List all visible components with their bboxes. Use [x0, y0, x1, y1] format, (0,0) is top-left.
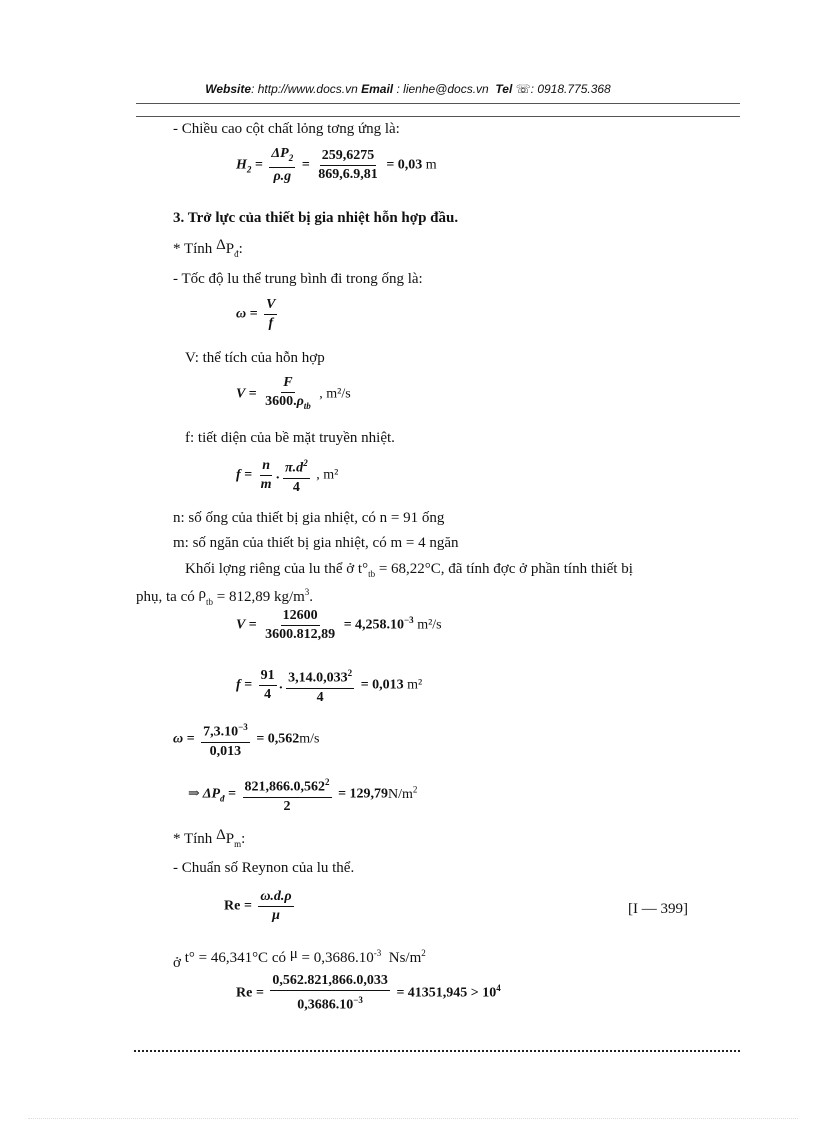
- v-unit: m²/s: [326, 386, 351, 402]
- pd-unit: N/m: [388, 786, 413, 802]
- f-calc-result: 0,013: [372, 677, 404, 693]
- density-text-b: = 68,22°C, đã tính đợc ở phần tính thiết bị: [375, 561, 633, 577]
- calc-delta-pd-label: * Tính $\Delta P_đ$:: [173, 237, 243, 259]
- formula-v: V = $\frac{F}{3600.\rho_{tb}}$ , m²/s: [236, 375, 351, 411]
- v-calc-result: 4,258.10: [355, 617, 405, 633]
- phone-icon: ☏: [515, 82, 531, 96]
- formula-omega-calc: ω = $\frac{7,3.10^{-3}}{0,013}$ = 0,562m/s: [173, 719, 319, 760]
- tinh-m-text: * Tính: [173, 831, 213, 847]
- pd-numerator: 821,866.0,562: [244, 779, 326, 795]
- text-line-height-intro: - Chiều cao cột chất lỏng tơng ứng là:: [173, 121, 400, 137]
- header-rule-top: [136, 103, 740, 104]
- text-line-n-def: n: số ống của thiết bị gia nhiệt, có n = 91 ống: [173, 510, 445, 526]
- pd-result: 129,79: [349, 786, 389, 802]
- email-value[interactable]: : lienhe@docs.vn: [396, 82, 489, 96]
- h2-numerator: 259,6275: [320, 148, 377, 166]
- tel-label: Tel: [495, 82, 513, 96]
- page-header: [0, 82, 816, 96]
- v-calc-unit: m²/s: [417, 617, 442, 633]
- v-const: 3600.: [265, 394, 297, 409]
- formula-f-calc: f = $\frac{91}{4}$ . $\frac{3,14.0,033^2}{4}$ = 0,013 m²: [236, 665, 422, 706]
- text-line-m-def: m: số ngăn của thiết bị gia nhiệt, có m = 4 ngăn: [173, 535, 459, 551]
- section-heading-3: 3. Trở lực của thiết bị gia nhiệt hỗn hợp đầu.: [173, 210, 459, 226]
- formula-f: f = $\frac{n}{m}$ . $\frac{\pi.d^2}{4}$ , m²: [236, 455, 338, 496]
- text-line-speed: - Tốc độ lu thể trung bình đi trong ống là:: [173, 271, 423, 287]
- re-calc-denominator: 0,3686.10: [297, 997, 354, 1013]
- f-calc-unit: m²: [407, 677, 423, 693]
- w-calc-denominator: 0,013: [209, 743, 242, 759]
- re-calc-numerator: 0,562.821,866.0,033: [270, 973, 390, 991]
- v-calc-denominator: 3600.812,89: [265, 627, 336, 642]
- text-line-viscosity: ở t° = 46,341°C có $\mu = 0,3686.10^{-3}$ $Ns/m^2$: [173, 946, 426, 971]
- tinh-d-text: * Tính: [173, 241, 213, 257]
- density-text-a: Khối lợng riêng của lu thể ở t°: [185, 561, 369, 577]
- density-text-c: phụ, ta có: [136, 589, 199, 605]
- tel-value: : 0918.775.368: [530, 82, 611, 96]
- website-url[interactable]: : http://www.docs.vn: [251, 82, 358, 96]
- viscosity-text-d: Ns/m: [388, 950, 422, 966]
- text-line-v-def: V: thể tích của hỗn hợp: [185, 350, 325, 366]
- f-calc-n: 91: [259, 668, 277, 686]
- h2-denominator: 869,6.9,81: [318, 166, 378, 182]
- f-calc-numerator: 3,14.0,033: [288, 670, 348, 686]
- viscosity-text-a: ở: [173, 955, 181, 971]
- formula-delta-pd-calc: ⇒ $\Delta P_đ$ = $\frac{821,866.0,562^2}{2}$ = $129,79N/m^2$: [188, 774, 417, 815]
- w-calc-result: 0,562: [267, 731, 300, 747]
- f-calc-m: 4: [264, 686, 272, 702]
- re-calc-result: 41351,945 > 10: [407, 985, 497, 1001]
- f-calc-denominator: 4: [316, 689, 324, 705]
- formula-h2: $H_2$ = $\frac{\Delta P_2}{\rho.g}$ = $\frac{259,6275}{869,6.9,81}$ = 0,03 m: [236, 146, 437, 184]
- density-text-d: = 812,89 kg/m: [213, 589, 305, 605]
- h2-result: 0,03: [397, 157, 423, 173]
- w-calc-unit: m/s: [299, 731, 320, 747]
- header-rule-bottom: [136, 116, 740, 117]
- reference-citation: [I — 399]: [628, 901, 688, 917]
- calc-delta-pm-label: * Tính $\Delta P_m$:: [173, 827, 246, 849]
- f-unit: m²: [323, 467, 339, 483]
- formula-re-calc: Re = $\frac{0,562.821,866.0,033}{0,3686.10^{-3}}$ = $41351,945 > 10^4$: [236, 973, 501, 1013]
- website-label: Website: [205, 82, 252, 96]
- pd-denominator: 2: [283, 798, 291, 814]
- formula-omega: ω = $\frac{V}{f}$: [236, 297, 276, 331]
- footer-dotted-rule: [134, 1050, 740, 1052]
- formula-v-calc: V = $\frac{12600}{3600.812,89}$ = $4,258.10^{-3}$ m²/s: [236, 608, 442, 642]
- text-line-f-def: f: tiết diện của bề mặt truyền nhiệt.: [185, 430, 395, 446]
- text-line-reynolds: - Chuẩn số Reynon của lu thể.: [173, 860, 355, 876]
- formula-re: Re = $\frac{\omega.d.\rho}{\mu}$: [224, 889, 292, 923]
- viscosity-text-b: t° = 46,341°C có: [184, 950, 286, 966]
- w-calc-numerator: 7,3.10: [203, 724, 239, 740]
- h2-unit: m: [425, 157, 437, 173]
- text-line-density-2: phụ, ta có $\rho_{tb} = 812,89$ $kg/m^3$.: [136, 586, 314, 607]
- viscosity-text-c: = 0,3686.10: [297, 950, 374, 966]
- email-label: Email: [361, 82, 394, 96]
- page-bottom-rule: [28, 1118, 798, 1119]
- text-line-density-1: Khối lợng riêng của lu thể ở $t^\circ_{tb} = 68,22^\circ C$, đã tính đợc ở phần tính thiết bị: [185, 561, 633, 579]
- v-calc-numerator: 12600: [281, 608, 320, 626]
